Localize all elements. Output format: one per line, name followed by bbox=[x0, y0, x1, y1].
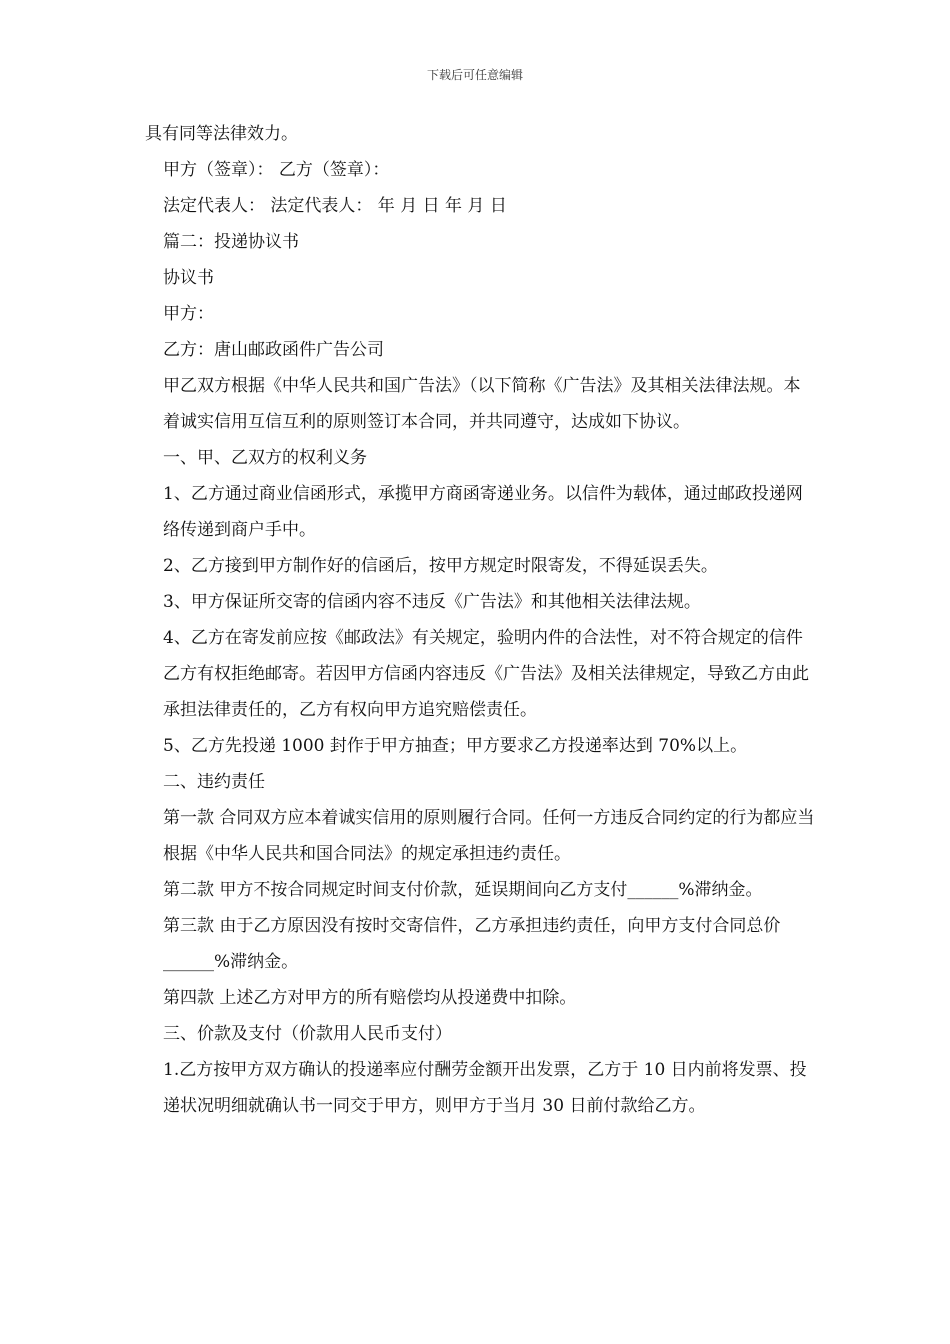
paragraph: 协议书 bbox=[163, 268, 214, 288]
paragraph: 甲方： bbox=[163, 304, 214, 324]
paragraph: 1、乙方通过商业信函形式，承揽甲方商函寄递业务。以信件为载体，通过邮政投递网络传递到商户手中。 bbox=[163, 484, 803, 540]
paragraph: 三、价款及支付（价款用人民币支付） bbox=[163, 1024, 452, 1044]
paragraph: 甲方（签章）： 乙方（签章）： bbox=[163, 160, 390, 180]
paragraph: 5、乙方先投递 1000 封作于甲方抽查；甲方要求乙方投递率达到 70%以上。 bbox=[163, 736, 748, 756]
page-header: 下载后可任意编辑 bbox=[426, 68, 523, 82]
paragraph: 第三款 由于乙方原因没有按时交寄信件，乙方承担违约责任，向甲方支付合同总价______%滞纳金。 bbox=[163, 916, 781, 972]
paragraph: 第一款 合同双方应本着诚实信用的原则履行合同。任何一方违反合同约定的行为都应当根据《中华人民共和国合同法》的规定承担违约责任。 bbox=[163, 808, 815, 864]
paragraph: 甲乙双方根据《中华人民共和国广告法》（以下简称《广告法》及其相关法律法规。本着诚实信用互信互利的原则签订本合同，并共同遵守，达成如下协议。 bbox=[163, 376, 801, 432]
paragraph: 1.乙方按甲方双方确认的投递率应付酬劳金额开出发票，乙方于 10 日内前将发票、投递状况明细就确认书一同交于甲方，则甲方于当月 30 日前付款给乙方。 bbox=[163, 1060, 807, 1116]
paragraph: 第二款 甲方不按合同规定时间支付价款，延误期间向乙方支付______%滞纳金。 bbox=[163, 880, 763, 900]
paragraph: 具有同等法律效力。 bbox=[145, 124, 298, 144]
paragraph: 乙方：唐山邮政函件广告公司 bbox=[163, 340, 384, 360]
paragraph: 二、违约责任 bbox=[163, 772, 265, 792]
paragraph: 3、甲方保证所交寄的信函内容不违反《广告法》和其他相关法律法规。 bbox=[163, 592, 701, 612]
paragraph: 第四款 上述乙方对甲方的所有赔偿均从投递费中扣除。 bbox=[163, 988, 577, 1008]
document-body bbox=[145, 116, 815, 1124]
paragraph: 2、乙方接到甲方制作好的信函后，按甲方规定时限寄发，不得延误丢失。 bbox=[163, 556, 718, 576]
paragraph: 一、甲、乙双方的权利义务 bbox=[163, 448, 367, 468]
paragraph: 法定代表人： 法定代表人： 年 月 日 年 月 日 bbox=[163, 196, 507, 216]
paragraph: 4、乙方在寄发前应按《邮政法》有关规定，验明内件的合法性，对不符合规定的信件乙方有权拒绝邮寄。若因甲方信函内容违反《广告法》及相关法律规定，导致乙方由此承担法律责任的，乙方有权向甲方追究赔偿责任。 bbox=[163, 628, 809, 720]
paragraph: 篇二：投递协议书 bbox=[163, 232, 299, 252]
